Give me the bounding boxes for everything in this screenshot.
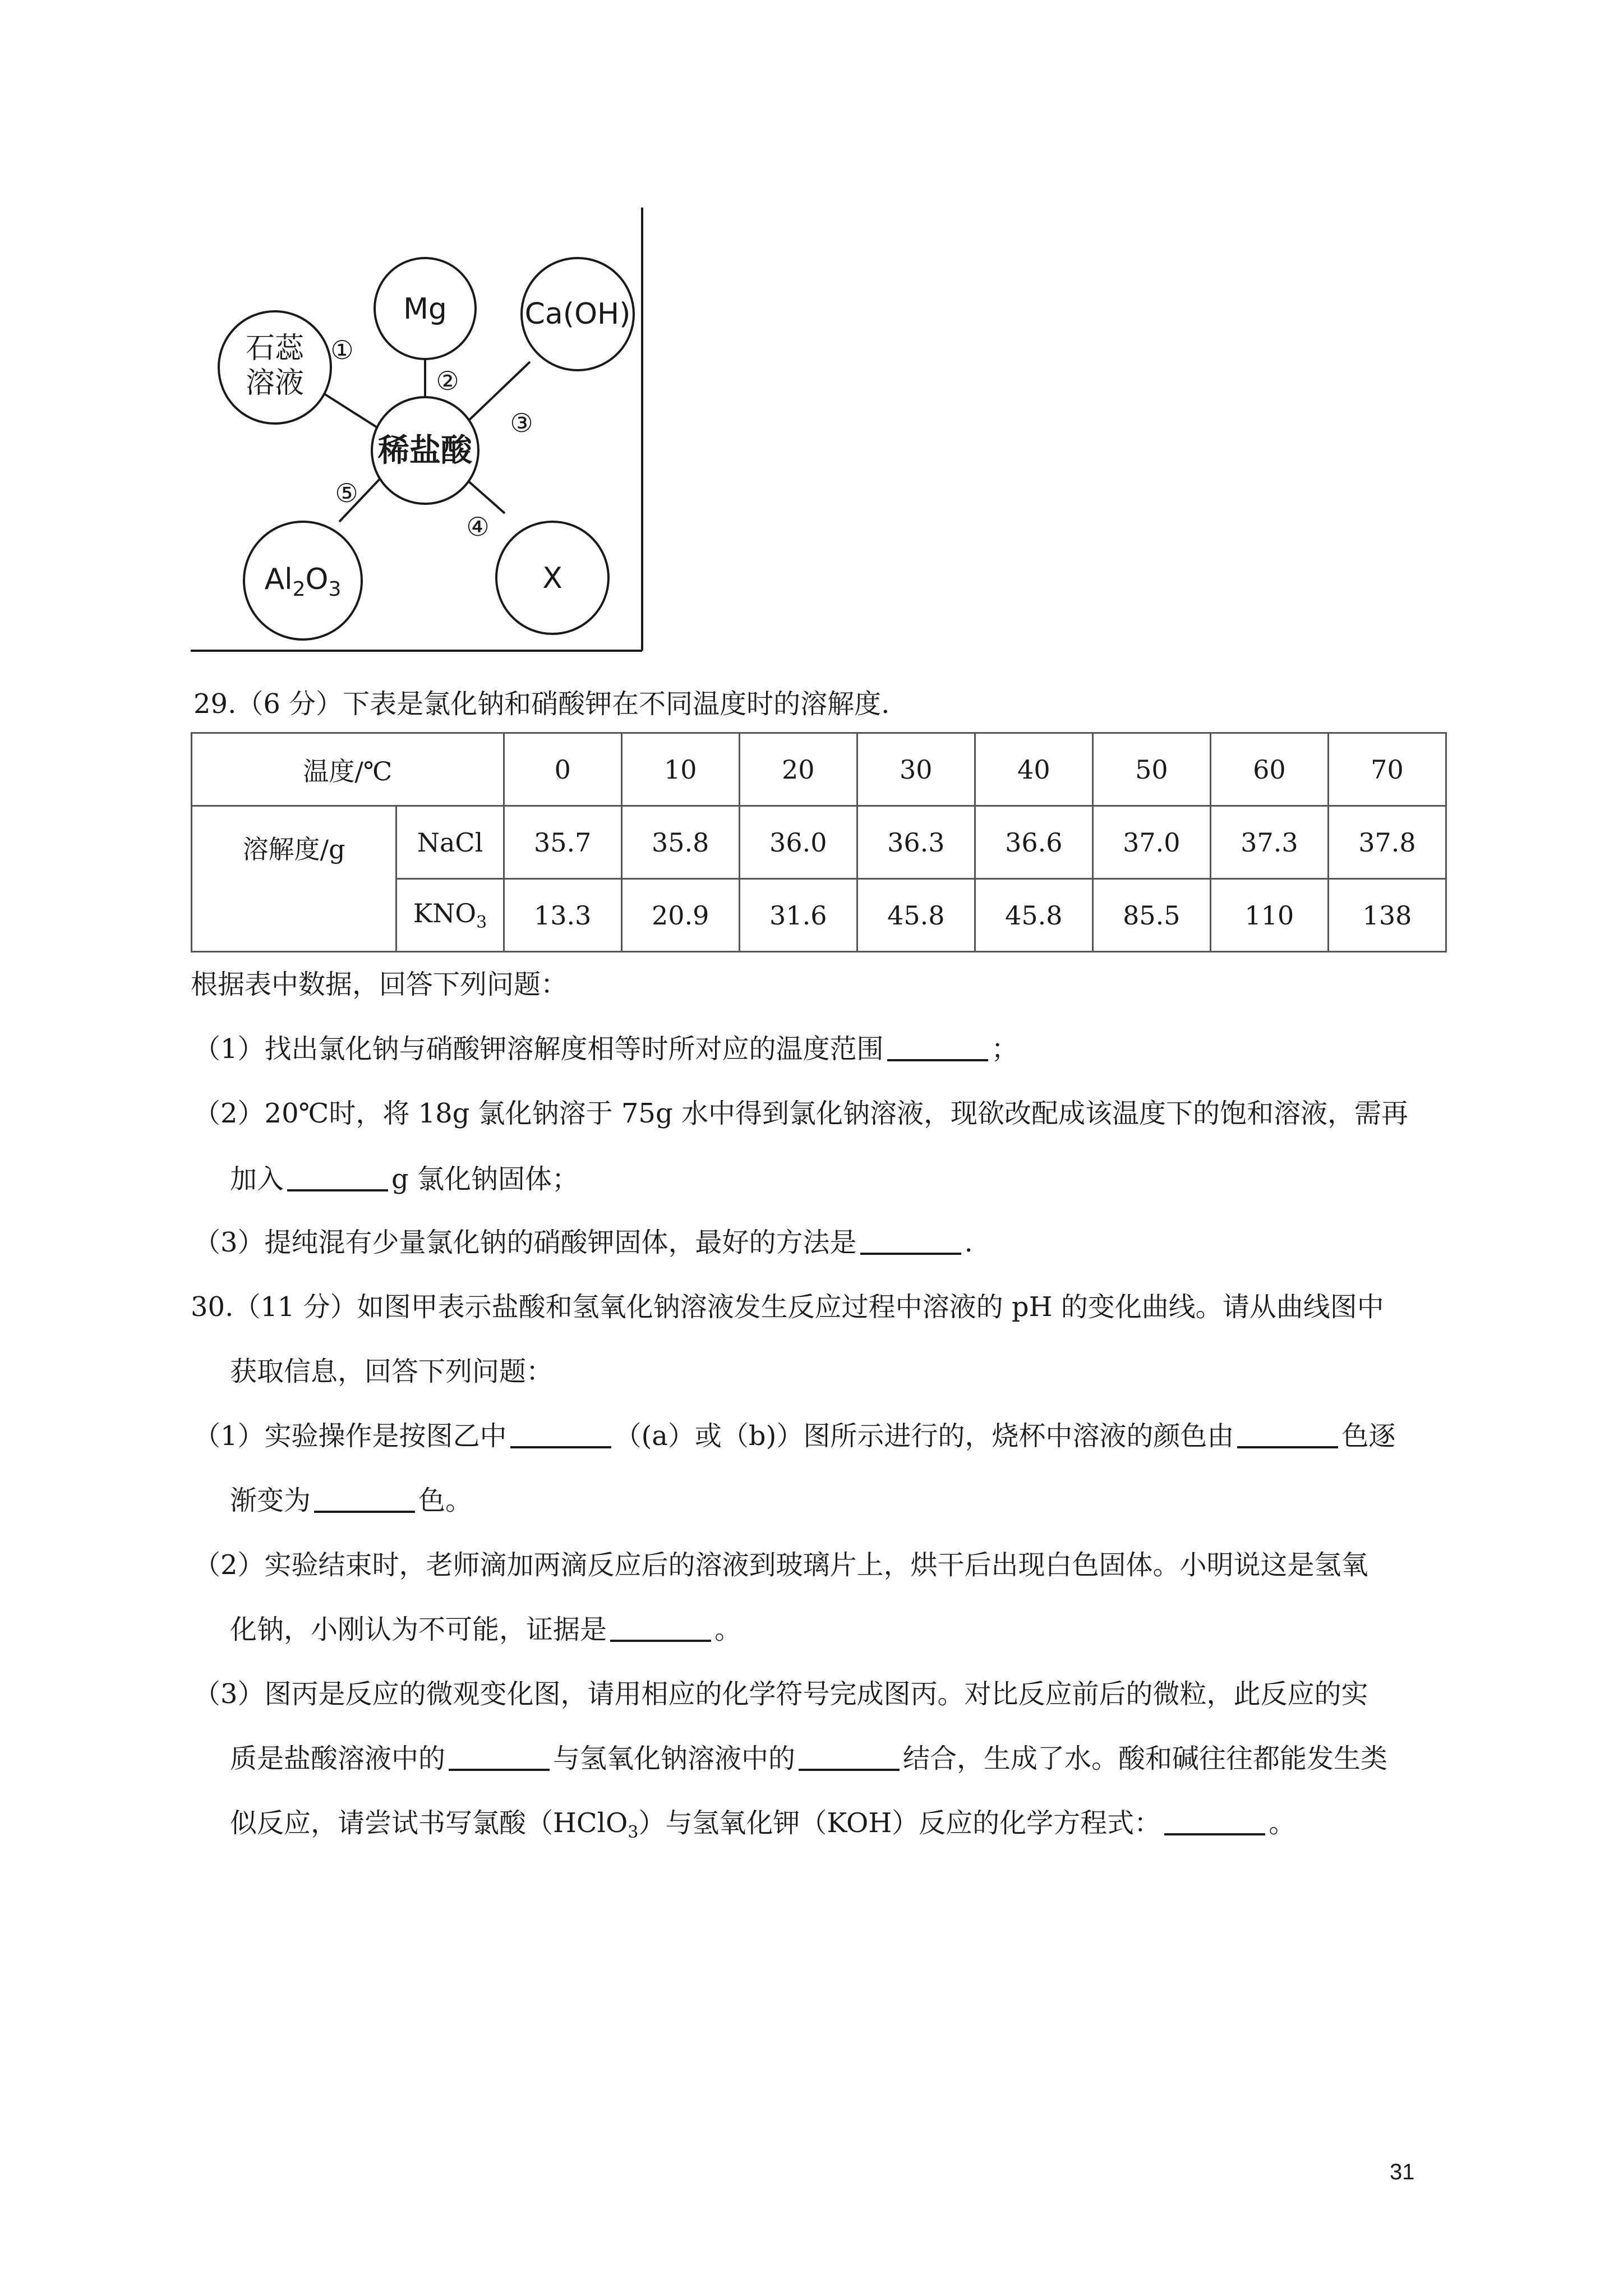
table-cell: 45.8 xyxy=(975,879,1092,952)
q30-part3-line1: （3）图丙是反应的微观变化图，请用相应的化学符号完成图丙。对比反应前后的微粒，此反应的实 xyxy=(193,1678,1368,1710)
q30-part2-line1: （2）实验结束时，老师滴加两滴反应后的溶液到玻璃片上，烘干后出现白色固体。小明说这是氢氧 xyxy=(193,1549,1368,1581)
q29-part3: （3）提纯混有少量氯化钠的硝酸钾固体，最好的方法是 . xyxy=(193,1227,973,1258)
table-cell: 20 xyxy=(739,733,857,806)
table-cell: 20.9 xyxy=(621,879,739,952)
q29-part1: （1）找出氯化钠与硝酸钾溶解度相等时所对应的温度范围 ； xyxy=(193,1033,1018,1065)
reaction-diagram xyxy=(191,208,651,656)
edge-label-5: ⑤ xyxy=(335,478,358,508)
node-mg-label: Mg xyxy=(403,292,447,326)
edge-label-2: ② xyxy=(436,366,459,396)
answer-blank[interactable] xyxy=(887,1034,988,1061)
table-row xyxy=(192,733,1446,806)
table-cell: 138 xyxy=(1328,879,1446,952)
node-center xyxy=(372,397,478,504)
answer-blank[interactable] xyxy=(1164,1809,1265,1835)
edge-litmus xyxy=(322,393,384,432)
table-cell: 45.8 xyxy=(857,879,975,952)
q30-part3-line3: 似反应，请尝试书写氯酸（HClO$_3$）与氢氧化钾（KOH）反应的化学方程式： 。 xyxy=(230,1807,1296,1842)
node-mg xyxy=(375,258,476,359)
table-cell: 37.3 xyxy=(1210,806,1328,879)
answer-blank[interactable] xyxy=(799,1744,900,1771)
answer-blank[interactable] xyxy=(287,1165,388,1191)
solubility-table xyxy=(191,732,1447,953)
table-cell: 35.8 xyxy=(621,806,739,879)
answer-blank[interactable] xyxy=(314,1486,415,1513)
answer-blank[interactable] xyxy=(860,1228,961,1255)
table-cell: 0 xyxy=(504,733,621,806)
table-header-label: 温度/℃ xyxy=(192,733,504,806)
q29-intro: 根据表中数据，回答下列问题： xyxy=(191,969,568,1000)
node-x xyxy=(496,522,608,634)
table-cell: 36.6 xyxy=(975,806,1092,879)
table-cell: 31.6 xyxy=(739,879,857,952)
answer-blank[interactable] xyxy=(449,1744,550,1771)
node-caoh xyxy=(522,258,634,370)
edge-label-3: ③ xyxy=(510,408,533,438)
table-row xyxy=(192,806,1446,879)
q30-part2-line2: 化钠，小刚认为不可能，证据是 。 xyxy=(230,1614,742,1645)
page-number: 31 xyxy=(1390,2160,1415,2184)
answer-blank[interactable] xyxy=(1237,1421,1338,1448)
node-litmus-label-line2: 溶液 xyxy=(245,366,305,400)
node-center-label: 稀盐酸 xyxy=(378,432,472,469)
table-cell: 37.8 xyxy=(1328,806,1446,879)
table-kno3-label: $KNO_3$ xyxy=(396,879,504,952)
table-row-group-label: 溶解度/g xyxy=(192,806,396,952)
table-cell: 37.0 xyxy=(1092,806,1210,879)
edge-label-4: ④ xyxy=(466,512,490,542)
table-cell: 35.7 xyxy=(504,806,621,879)
table-cell: 36.0 xyxy=(739,806,857,879)
table-cell: 50 xyxy=(1092,733,1210,806)
edge-label-1: ① xyxy=(330,335,354,365)
table-cell: 110 xyxy=(1210,879,1328,952)
table-cell: 60 xyxy=(1210,733,1328,806)
node-al2o3 xyxy=(244,522,362,639)
node-caoh-label: Ca(OH) xyxy=(524,297,631,331)
table-cell: 85.5 xyxy=(1092,879,1210,952)
q29-part2-line1: （2）20℃时，将 18g 氯化钠溶于 75g 水中得到氯化钠溶液，现欲改配成该温度下的饱和溶液，需再 xyxy=(193,1098,1408,1129)
q30-part1-line1: （1）实验操作是按图乙中 （(a）或（b)）图所示进行的，烧杯中溶液的颜色由 色逐 xyxy=(193,1420,1396,1452)
node-litmus xyxy=(219,311,331,424)
table-cell: 30 xyxy=(857,733,975,806)
table-cell: 36.3 xyxy=(857,806,975,879)
table-cell: 40 xyxy=(975,733,1092,806)
table-nacl-label: NaCl xyxy=(396,806,504,879)
q30-title-line2: 获取信息，回答下列问题： xyxy=(230,1356,554,1387)
answer-blank[interactable] xyxy=(610,1615,711,1642)
table-cell: 70 xyxy=(1328,733,1446,806)
q29-part2-line2: 加入 g 氯化钠固体； xyxy=(230,1163,579,1195)
node-x-label: X xyxy=(542,562,562,595)
table-cell: 13.3 xyxy=(504,879,621,952)
q29-title: 29.（6 分）下表是氯化钠和硝酸钾在不同温度时的溶解度. xyxy=(193,688,890,720)
q30-part3-line2: 质是盐酸溶液中的 与氢氧化钠溶液中的 结合，生成了水。酸和碱往往都能发生类 xyxy=(230,1743,1388,1774)
answer-blank[interactable] xyxy=(510,1421,611,1448)
node-litmus-label-line1: 石蕊 xyxy=(245,332,305,365)
node-al2o3-label: $Al_2O_3$ xyxy=(264,563,342,601)
table-cell: 10 xyxy=(621,733,739,806)
q30-title-line1: 30.（11 分）如图甲表示盐酸和氢氧化钠溶液发生反应过程中溶液的 pH 的变化曲线。请从曲线图中 xyxy=(191,1291,1384,1323)
q30-part1-line2: 渐变为 色。 xyxy=(230,1485,473,1516)
reaction-diagram-svg xyxy=(191,208,651,656)
